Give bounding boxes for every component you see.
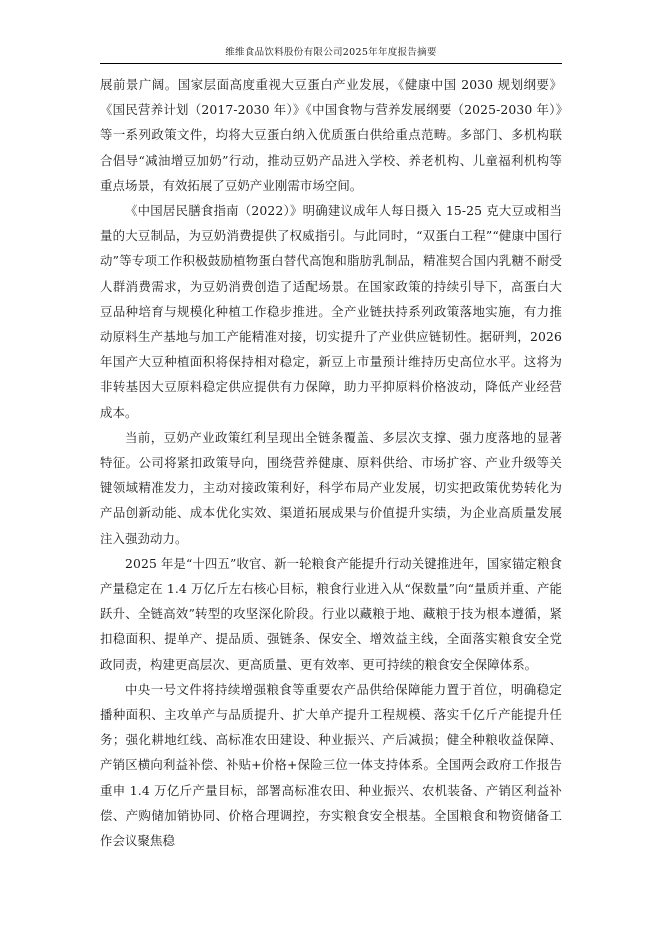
paragraph-central-document: 中央一号文件将持续增强粮食等重要农产品供给保障能力置于首位，明确稳定播种面积、主攻单产与品质提升、扩大单产提升工程规模、落实千亿斤产能提升任务；强化耕地红线、高标准农田建设、种业振兴、产后减损；健全种粮收益保障、产销区横向利益补偿、补贴+价格+保险三位一体支持体系。全国两会政府工作报告重申 1.4 万亿斤产量目标，部署高标准农田、种业振兴、农机装备、产销区利益补偿、产购储加销协同、价格合理调控，夯实粮食安全根基。全国粮食和物资储备工作会议聚焦稳 [100, 681, 562, 849]
paragraph-policy-dividend: 当前，豆奶产业政策红利呈现出全链条覆盖、多层次支撑、强力度落地的显著特征。公司将紧扣政策导向，围绕营养健康、原料供给、市场扩容、产业升级等关键领域精准发力，主动对接政策利好，科学布局产业发展，切实把政策优势转化为产品创新动能、成本优化实效、渠道拓展成果与价值提升实绩，为企业高质量发展注入强劲动力。 [100, 429, 562, 546]
body-text [100, 72, 562, 853]
running-header: 维维食品饮料股份有限公司2025年年度报告摘要 [225, 47, 437, 58]
paragraph-grain-capacity: 2025 年是“十四五”收官、新一轮粮食产能提升行动关键推进年，国家锚定粮食产量稳定在 1.4 万亿斤左右核心目标，粮食行业进入从“保数量”向“量质并重、产能跃升、全链高效”转型的攻坚深化阶段。行业以藏粮于地、藏粮于技为根本遵循，紧扣稳面积、提单产、提品质、强链条、保安全、增效益主线，全面落实粮食安全党政同责，构建更高层次、更高质量、更有效率、更可持续的粮食安全保障体系。 [100, 555, 562, 672]
paragraph-policy-context: 展前景广阔。国家层面高度重视大豆蛋白产业发展，《健康中国 2030 规划纲要》《国民营养计划（2017-2030 年）》《中国食物与营养发展纲要（2025-2030 年）》等一系列政策文件，均将大豆蛋白纳入优质蛋白供给重点范畴。多部门、多机构联合倡导“减油增豆加奶”行动，推动豆奶产品进入学校、养老机构、儿童福利机构等重点场景，有效拓展了豆奶产业刚需市场空间。 [100, 77, 562, 193]
paragraph-dietary-guidelines: 《中国居民膳食指南（2022）》明确建议成年人每日摄入 15-25 克大豆或相当量的大豆制品，为豆奶消费提供了权威指引。与此同时，“双蛋白工程”“健康中国行动”等专项工作积极鼓励植物蛋白替代高饱和脂肪乳制品，精准契合国内乳糖不耐受人群消费需求，为豆奶消费创造了适配场景。在国家政策的持续引导下，高蛋白大豆品种培育与规模化种植工作稳步推进。全产业链扶持系列政策落地实施，有力推动原料生产基地与加工产能精准对接，切实提升了产业供应链韧性。据研判，2026 年国产大豆种植面积将保持相对稳定，新豆上市量预计维持历史高位水平。这将为非转基因大豆原料稳定供应提供有力保障，助力平抑原料价格波动，降低产业经营成本。 [100, 203, 562, 420]
header-rule [100, 63, 562, 64]
